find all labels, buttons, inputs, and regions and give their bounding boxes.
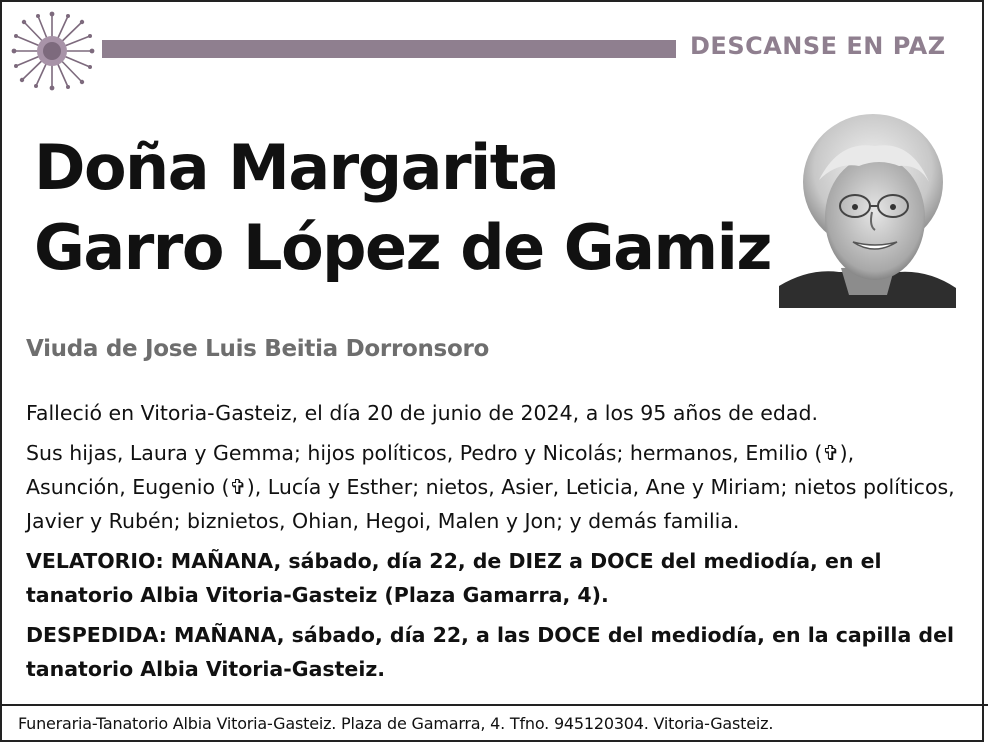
- widow-of-line: Viuda de Jose Luis Beitia Dorronsoro: [26, 336, 489, 362]
- family-list: [26, 436, 960, 538]
- portrait-photo-image: [779, 100, 956, 308]
- velatorio-notice: VELATORIO: MAÑANA, sábado, día 22, de DIEZ a DOCE del mediodía, en el tanatorio Albia Vitoria-Gasteiz (Plaza Gamarra, 4).: [26, 549, 882, 607]
- cross-icon: ✞: [822, 441, 840, 465]
- name-line-2: Garro López de Gamiz: [34, 211, 771, 284]
- funeral-home-footer: Funeraria-Tanatorio Albia Vitoria-Gasteiz. Plaza de Gamarra, 4. Tfno. 945120304. Vitoria-Gasteiz.: [18, 714, 774, 733]
- cross-icon: ✞: [229, 475, 247, 499]
- family-text-3: ), Lucía y Esther; nietos, Asier, Leticia, Ane y Miriam; nietos políticos, Javier y Rubén; biznietos, Ohian, Hegoi, Malen y Jon; y demás familia.: [26, 475, 955, 533]
- header-bar: [102, 40, 676, 58]
- family-text-2: ), Asunción, Eugenio (: [26, 441, 855, 499]
- family-text-1: Sus hijas, Laura y Gemma; hijos políticos, Pedro y Nicolás; hermanos, Emilio (: [26, 441, 823, 465]
- descanse-en-paz-label: DESCANSE EN PAZ: [690, 32, 946, 60]
- death-notice: Falleció en Vitoria-Gasteiz, el día 20 de junio de 2024, a los 95 años de edad.: [26, 401, 818, 425]
- portrait-photo: [779, 100, 956, 308]
- footer-divider: [0, 704, 988, 706]
- name-line-1: Doña Margarita: [34, 131, 559, 204]
- deceased-name: [34, 128, 771, 288]
- despedida-notice: DESPEDIDA: MAÑANA, sábado, día 22, a las DOCE del mediodía, en la capilla del tanatorio Albia Vitoria-Gasteiz.: [26, 623, 955, 681]
- announcement-body: [26, 396, 960, 692]
- thistle-flower-icon: [8, 10, 96, 92]
